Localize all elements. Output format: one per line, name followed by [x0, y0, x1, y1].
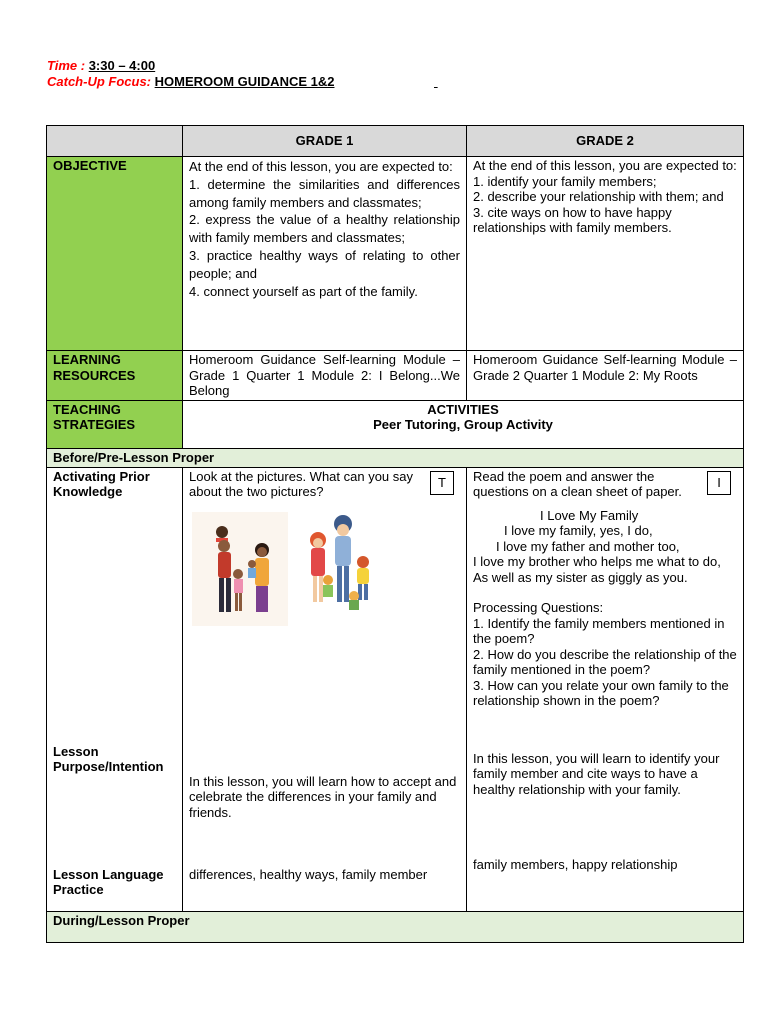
objective-label: OBJECTIVE — [47, 157, 183, 351]
objective-grade1-item: 2. express the value of a healthy relationship with family members and classmates; — [189, 212, 460, 246]
focus-value: HOMEROOM GUIDANCE 1&2 — [154, 74, 335, 89]
activities-list: Peer Tutoring, Group Activity — [373, 417, 553, 432]
poem-line: I love my father and mother too, — [496, 538, 680, 554]
resources-grade1: Homeroom Guidance Self-learning Module – Grade 1 Quarter 1 Module 2: I Belong...We Belong — [183, 351, 467, 401]
family-picture-2 — [296, 510, 382, 616]
language-label: Lesson Language Practice — [53, 866, 164, 897]
processing-title: Processing Questions: — [473, 600, 604, 615]
purpose-label: Lesson Purpose/Intention — [53, 743, 164, 774]
objective-grade1-item: 4. connect yourself as part of the family. — [189, 283, 418, 299]
resources-label: LEARNING RESOURCES — [47, 351, 183, 401]
poem-line: I love my brother who helps me what to do, — [473, 554, 721, 569]
language-grade1: differences, healthy ways, family member — [189, 866, 428, 882]
pre-lesson-row — [47, 448, 744, 467]
objective-grade1 — [183, 157, 467, 351]
underline-mark — [434, 74, 438, 90]
objective-grade2-item: 2. describe your relationship with them; and — [473, 189, 724, 204]
strategies-row — [47, 400, 744, 448]
table-header-row — [47, 126, 744, 157]
processing-question: 3. How can you relate your own family to the relationship shown in the poem? — [473, 677, 729, 708]
lesson-plan-table — [46, 125, 744, 943]
grade2-header: GRADE 2 — [467, 126, 744, 157]
activity-type-box: T — [430, 471, 454, 495]
purpose-grade2: In this lesson, you will learn to identify your family member and cite ways to have a healthy relationship with your family. — [473, 750, 720, 797]
objective-row — [47, 157, 744, 351]
objective-grade1-item: 3. practice healthy ways of relating to other people; and — [189, 247, 460, 281]
objective-grade2-intro: At the end of this lesson, you are expected to: — [473, 158, 737, 173]
objective-grade2 — [467, 157, 744, 351]
purpose-grade1: In this lesson, you will learn how to accept and celebrate the differences in your family and friends. — [189, 773, 457, 820]
pre-lesson-heading: Before/Pre-Lesson Proper — [47, 448, 744, 467]
time-line — [47, 58, 334, 74]
resources-row — [47, 351, 744, 401]
during-lesson-row — [47, 911, 744, 942]
focus-label: Catch-Up Focus: — [47, 74, 151, 89]
prior-knowledge-grade2 — [467, 467, 744, 911]
time-label: Time : — [47, 58, 86, 73]
prior-knowledge-cell — [47, 467, 183, 911]
objective-grade2-item: 3. cite ways on how to have happy relationships with family members. — [473, 204, 672, 235]
grade1-header: GRADE 1 — [183, 126, 467, 157]
objective-grade2-item: 1. identify your family members; — [473, 173, 657, 189]
resources-grade2: Homeroom Guidance Self-learning Module – Grade 2 Quarter 1 Module 2: My Roots — [467, 351, 744, 401]
family-picture-1 — [192, 512, 288, 626]
prior-knowledge-row — [47, 467, 744, 911]
processing-question: 2. How do you describe the relationship of the family mentioned in the poem? — [473, 646, 737, 677]
prior-knowledge-grade1 — [183, 467, 467, 911]
objective-grade1-item: 1. determine the similarities and differences among family members and classmates; — [189, 176, 460, 210]
poem — [473, 508, 737, 586]
strategies-label: TEACHING STRATEGIES — [47, 400, 183, 448]
grade2-prompt: Read the poem and answer the questions on a clean sheet of paper. — [473, 468, 682, 499]
poem-title: I Love My Family — [540, 507, 639, 523]
grade1-prompt: Look at the pictures. What can you say about the two pictures? — [189, 468, 414, 499]
activities-title: ACTIVITIES — [427, 401, 499, 417]
processing-questions — [473, 600, 737, 709]
processing-question: 1. Identify the family members mentioned in the poem? — [473, 615, 725, 646]
family-pictures — [189, 510, 460, 630]
objective-grade1-intro: At the end of this lesson, you are expected to: — [189, 159, 453, 174]
focus-line — [47, 74, 334, 90]
poem-line: As well as my sister as giggly as you. — [473, 569, 688, 585]
header — [47, 58, 334, 90]
during-lesson-heading: During/Lesson Proper — [47, 911, 744, 942]
poem-line: I love my family, yes, I do, — [504, 523, 653, 538]
strategies-content — [183, 400, 744, 448]
header-blank-cell — [47, 126, 183, 157]
prior-knowledge-label: Activating Prior Knowledge — [53, 468, 150, 499]
activity-type-box: I — [707, 471, 731, 495]
time-value: 3:30 – 4:00 — [88, 58, 156, 73]
language-grade2: family members, happy relationship — [473, 856, 678, 872]
